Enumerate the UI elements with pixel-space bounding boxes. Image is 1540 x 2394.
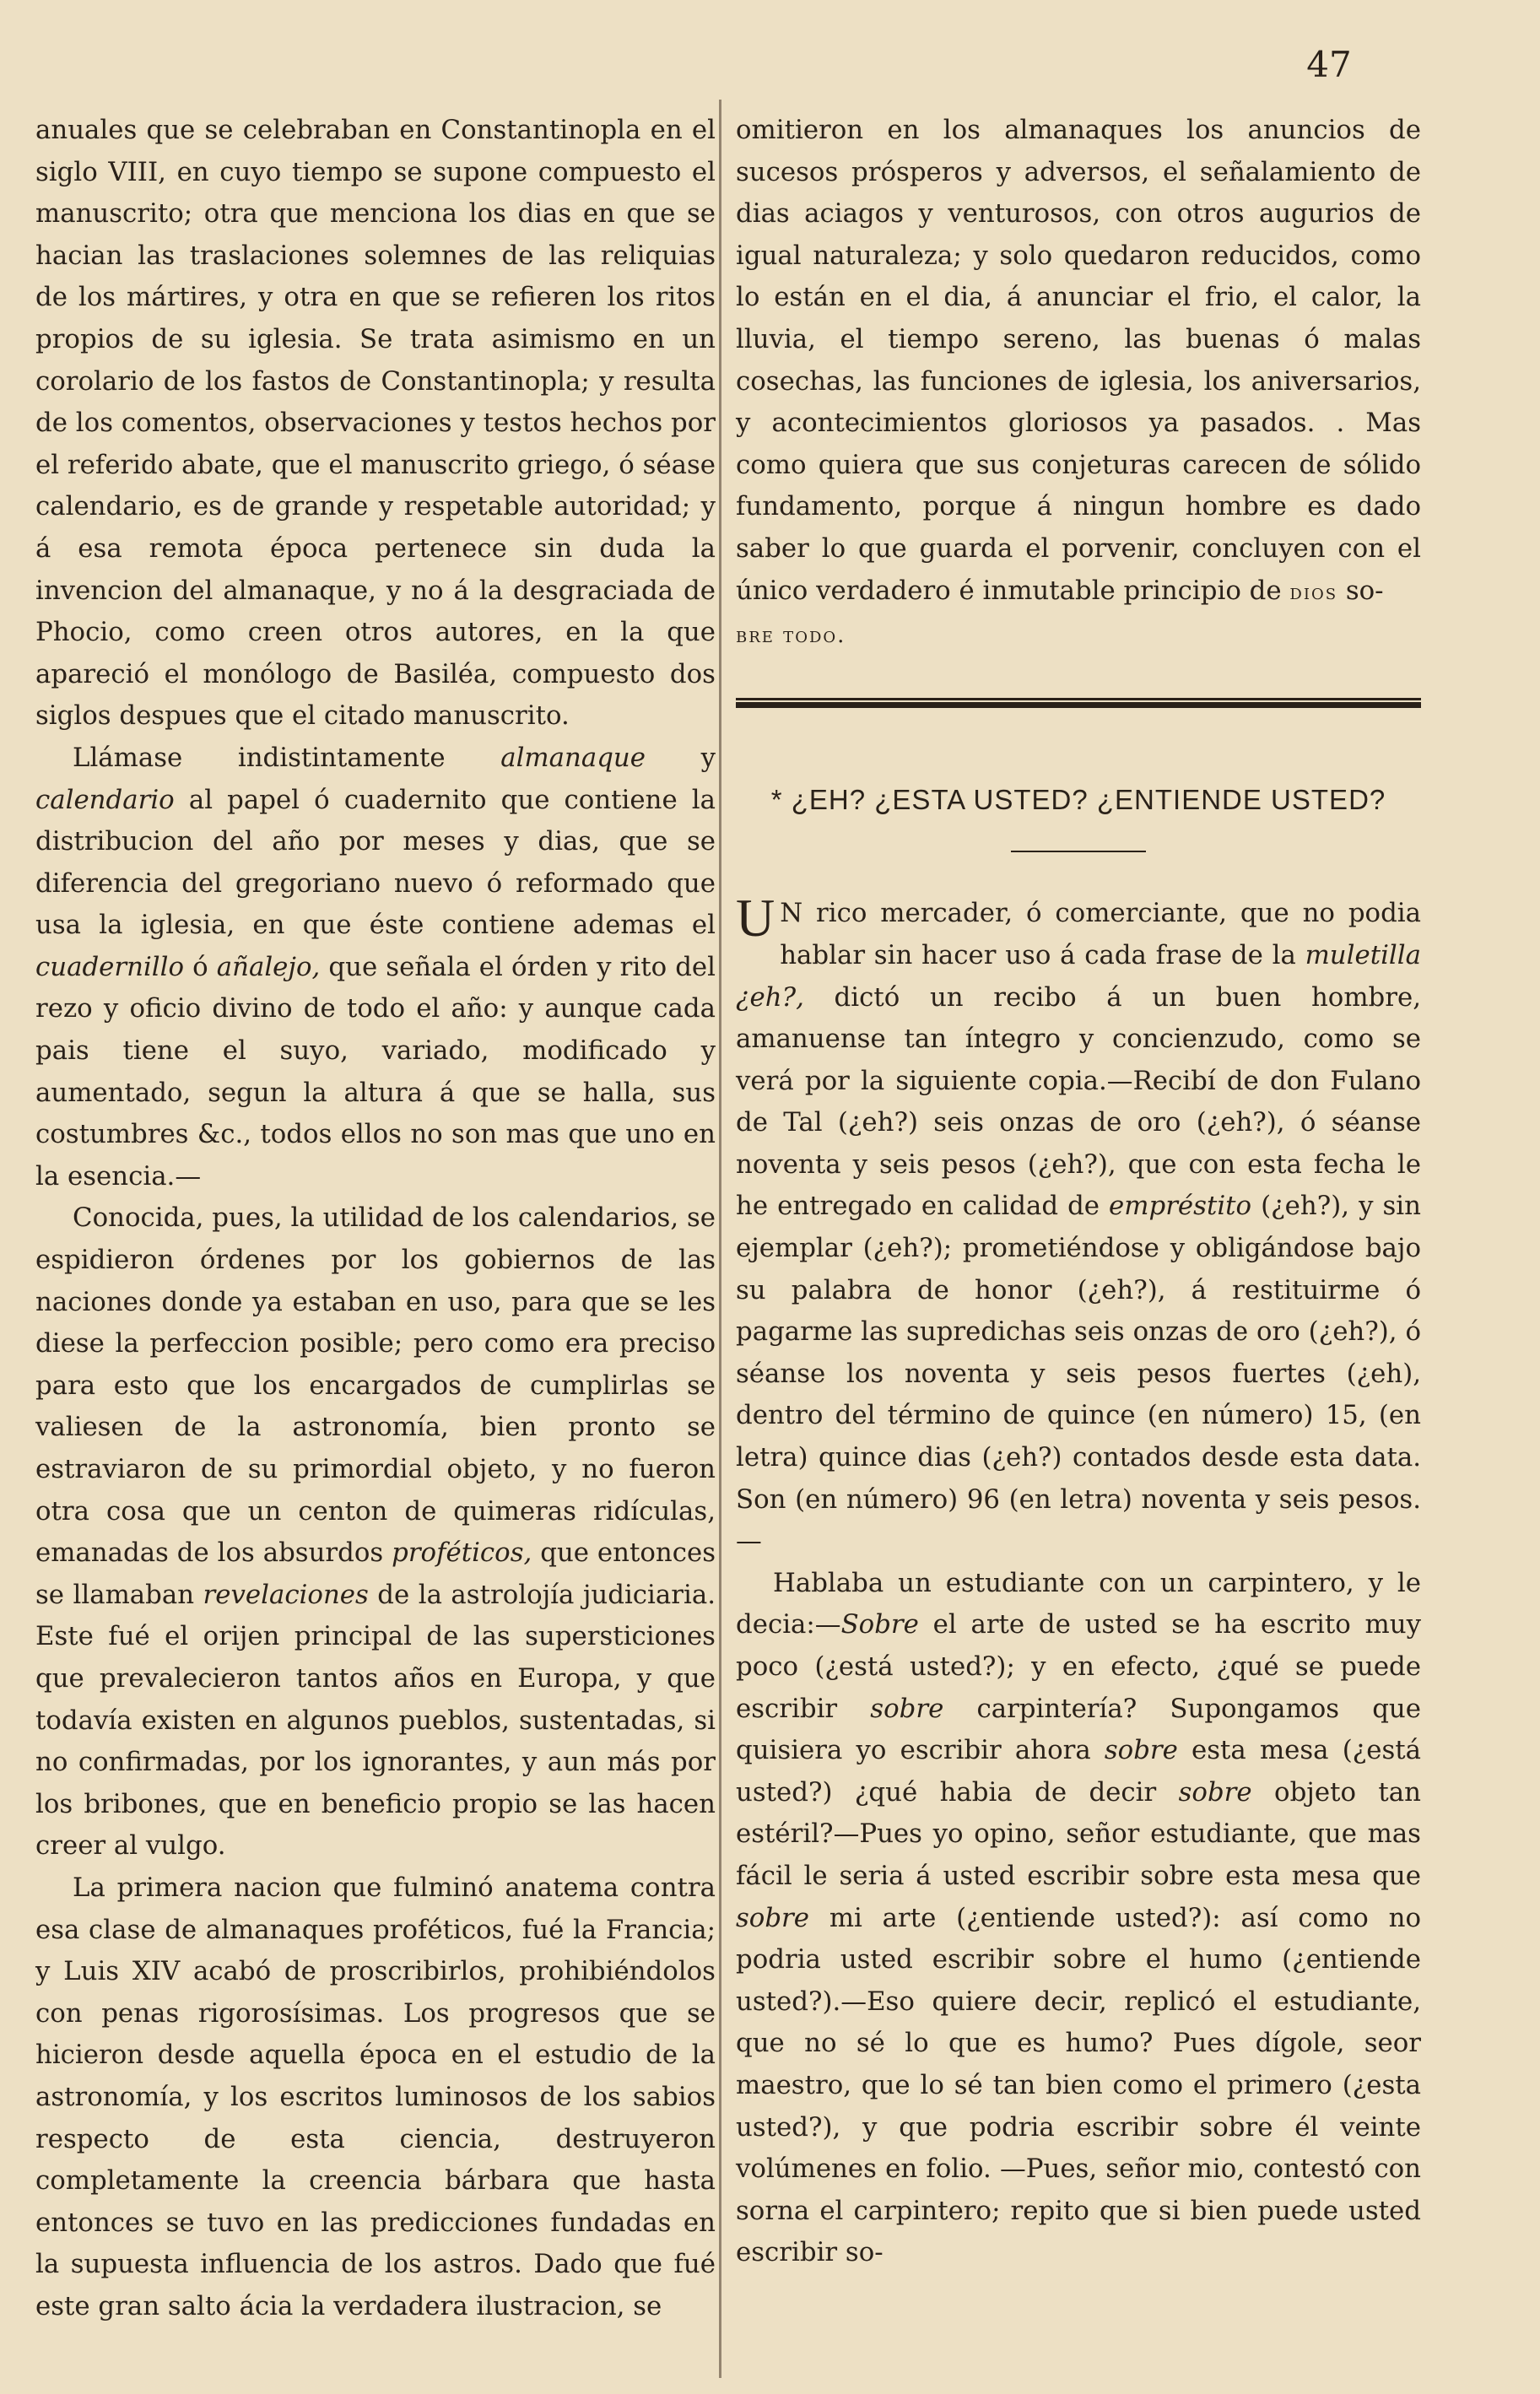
paragraph: Llámase indistintamente almanaque y calendario al papel ó cuadernito que contiene la distribucion del año por meses y dias, que se diferencia del gregoriano nuevo ó reformado que usa la iglesia, en que éste contiene ademas el cuadernillo ó añalejo, que señala el órden y rito del rezo y oficio divino de todo el año: y aunque cada pais tiene el suyo, variado, modificado y aumentado, segun la altura á que se halla, sus costumbres &c., todos ellos no son mas que uno en la esencia.— xyxy=(35,742,716,1192)
page-number: 47 xyxy=(1306,44,1352,85)
paragraph: Hablaba un estudiante con un carpintero, y le decia:—Sobre el arte de usted se ha escrito muy poco (¿está usted?); y en efecto, ¿qué se puede escribir sobre carpintería? Supongamos que quisiera yo escribir ahora sobre esta mesa (¿está usted?) ¿qué habia de decir sobre objeto tan estéril?—Pues yo opino, señor estudiante, que mas fácil le seria á usted escribir sobre esta mesa que sobre mi arte (¿entiende usted?): así como no podria usted escribir sobre el humo (¿entiende usted?).—Eso quiere decir, replicó el estudiante, que no sé lo que es humo? Pues dígole, seor maestro, que lo sé tan bien como el primero (¿esta usted?), y que podria escribir sobre él veinte volúmenes en folio. —Pues, señor mio, contestó con sorna el carpintero; repito que si bien puede usted escribir so- xyxy=(736,1567,1421,2268)
right-column xyxy=(736,110,1421,2274)
paragraph: Conocida, pues, la utilidad de los calendarios, se espidieron órdenes por los gobiernos de las naciones donde ya estaban en uso, para que se les diese la perfeccion posible; pero como era preciso para esto que los encargados de cumplirlas se valiesen de la astronomía, bien pronto se estraviaron de su primordial objeto, y no fueron otra cosa que un centon de quimeras ridículas, emanadas de los absurdos proféticos, que entonces se llamaban revelaciones de la astrolojía judiciaria. Este fué el orijen principal de las supersticiones que prevalecieron tantos años en Europa, y que todavía existen en algunos pueblos, sustentadas, si no confirmadas, por los ignorantes, y aun más por los bribones, que en beneficio propio se las hacen creer al vulgo. xyxy=(35,1202,716,1862)
paragraph: U N rico mercader, ó comerciante, que no podia hablar sin hacer uso á cada frase de la muletilla ¿eh?, dictó un recibo á un buen hombre, amanuense tan íntegro y concienzudo, como se verá por la siguiente copia.—Recibí de don Fulano de Tal (¿eh?) seis onzas de oro (¿eh?), ó séanse noventa y seis pesos (¿eh?), que con esta fecha le he entregado en calidad de empréstito (¿eh?), y sin ejemplar (¿eh?); prometiéndose y obligándose bajo su palabra de honor (¿eh?), á restituirme ó pagarme las supredichas seis onzas de oro (¿eh?), ó séanse los noventa y seis pesos fuertes (¿eh), dentro del término de quince (en número) 15, (en letra) quince dias (¿eh?) contados desde esta data. Son (en número) 96 (en letra) noventa y seis pesos.— xyxy=(736,888,1421,1557)
drop-cap: U xyxy=(736,888,775,948)
left-column xyxy=(35,110,716,2327)
paragraph: anuales que se celebraban en Constantinopla en el siglo VIII, en cuyo tiempo se supone compuesto el manuscrito; otra que menciona los dias en que se hacian las traslaciones solemnes de las reliquias de los mártires, y otra en que se refieren los ritos propios de su iglesia. Se trata asimismo en un corolario de los fastos de Constantinopla; y resulta de los comentos, observaciones y testos hechos por el referido abate, que el manuscrito griego, ó séase calendario, es de grande y respetable autoridad; y á esa remota época pertenece sin duda la invencion del almanaque, y no á la desgraciada de Phocio, como creen otros autores, en la que apareció el monólogo de Basiléa, compuesto dos siglos despues que el citado manuscrito. xyxy=(35,115,716,732)
title-rule xyxy=(1011,851,1146,852)
section-title: * ¿EH? ¿ESTA USTED? ¿ENTIENDE USTED? xyxy=(770,783,1386,815)
paragraph: La primera nacion que fulminó anatema contra esa clase de almanaques proféticos, fué la Francia; y Luis XIV acabó de proscribirlos, prohibiéndolos con penas rigorosísimas. Los progresos que se hicieron desde aquella época en el estudio de la astronomía, y los escritos luminosos de los sabios respecto de esta ciencia, destruyeron completamente la creencia bárbara que hasta entonces se tuvo en las predicciones fundadas en la supuesta influencia de los astros. Dado que fué este gran salto ácia la verdadera ilustracion, se xyxy=(35,1872,716,2321)
paragraph: omitieron en los almanaques los anuncios de sucesos prósperos y adversos, el señalamiento de dias aciagos y venturosos, con otros augurios de igual naturaleza; y solo quedaron reducidos, como lo están en el dia, á anunciar el frio, el calor, la lluvia, el tiempo sereno, las buenas ó malas cosechas, las funciones de iglesia, los aniversarios, y acontecimientos gloriosos ya pasados. . Mas como quiera que sus conjeturas carecen de sólido fundamento, porque á ningun hombre es dado saber lo que guarda el porvenir, concluyen con el único verdadero é inmutable principio de dios so- bre todo. xyxy=(736,115,1421,649)
section-rule xyxy=(736,698,1421,708)
column-divider xyxy=(719,100,721,2378)
